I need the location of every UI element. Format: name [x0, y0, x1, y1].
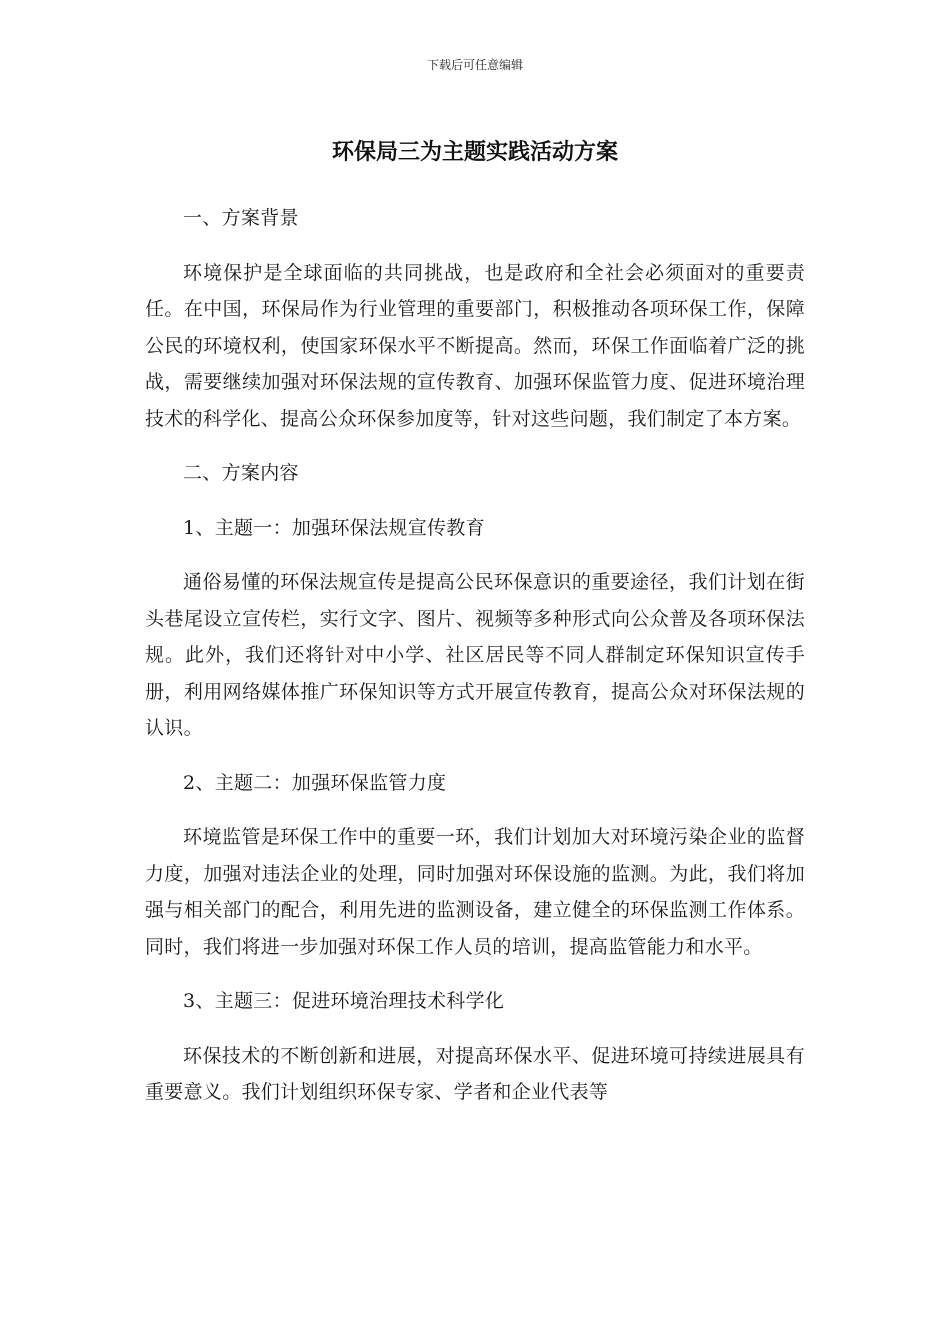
- section-heading-content: 二、方案内容: [183, 462, 299, 484]
- paragraph-theme-2: 环境监管是环保工作中的重要一环，我们计划加大对环境污染企业的监督力度，加强对违法企业的处理，同时加强对环保设施的监测。为此，我们将加强与相关部门的配合，利用先进的监测设备，建立健全的环保监测工作体系。同时，我们将进一步加强对环保工作人员的培训，提高监管能力和水平。: [145, 826, 805, 958]
- theme-heading-1: 1、主题一：加强环保法规宣传教育: [183, 516, 485, 539]
- theme-heading-3: 3、主题三：促进环境治理技术科学化: [183, 990, 505, 1012]
- document-body: [145, 200, 805, 1129]
- paragraph-theme-3: 环保技术的不断创新和进展，对提高环保水平、促进环境可持续进展具有重要意义。我们计划组织环保专家、学者和企业代表等: [145, 1044, 805, 1103]
- section-heading-background: 一、方案背景: [183, 207, 299, 229]
- paragraph-background: 环境保护是全球面临的共同挑战，也是政府和全社会必须面对的重要责任。在中国，环保局作为行业管理的重要部门，积极推动各项环保工作，保障公民的环境权利，使国家环保水平不断提高。然而，环保工作面临着广泛的挑战，需要继续加强对环保法规的宣传教育、加强环保监管力度、促进环境治理技术的科学化、提高公众环保参加度等，针对这些问题，我们制定了本方案。: [145, 261, 805, 430]
- paragraph-theme-1: 通俗易懂的环保法规宣传是提高公民环保意识的重要途径，我们计划在街头巷尾设立宣传栏，实行文字、图片、视频等多种形式向公众普及各项环保法规。此外，我们还将针对中小学、社区居民等不同人群制定环保知识宣传手册，利用网络媒体推广环保知识等方式开展宣传教育，提高公众对环保法规的认识。: [145, 571, 805, 739]
- header-note: 下载后可任意编辑: [426, 58, 523, 72]
- document-title: 环保局三为主题实践活动方案: [331, 140, 618, 165]
- theme-heading-2: 2、主题二：加强环保监管力度: [183, 771, 447, 794]
